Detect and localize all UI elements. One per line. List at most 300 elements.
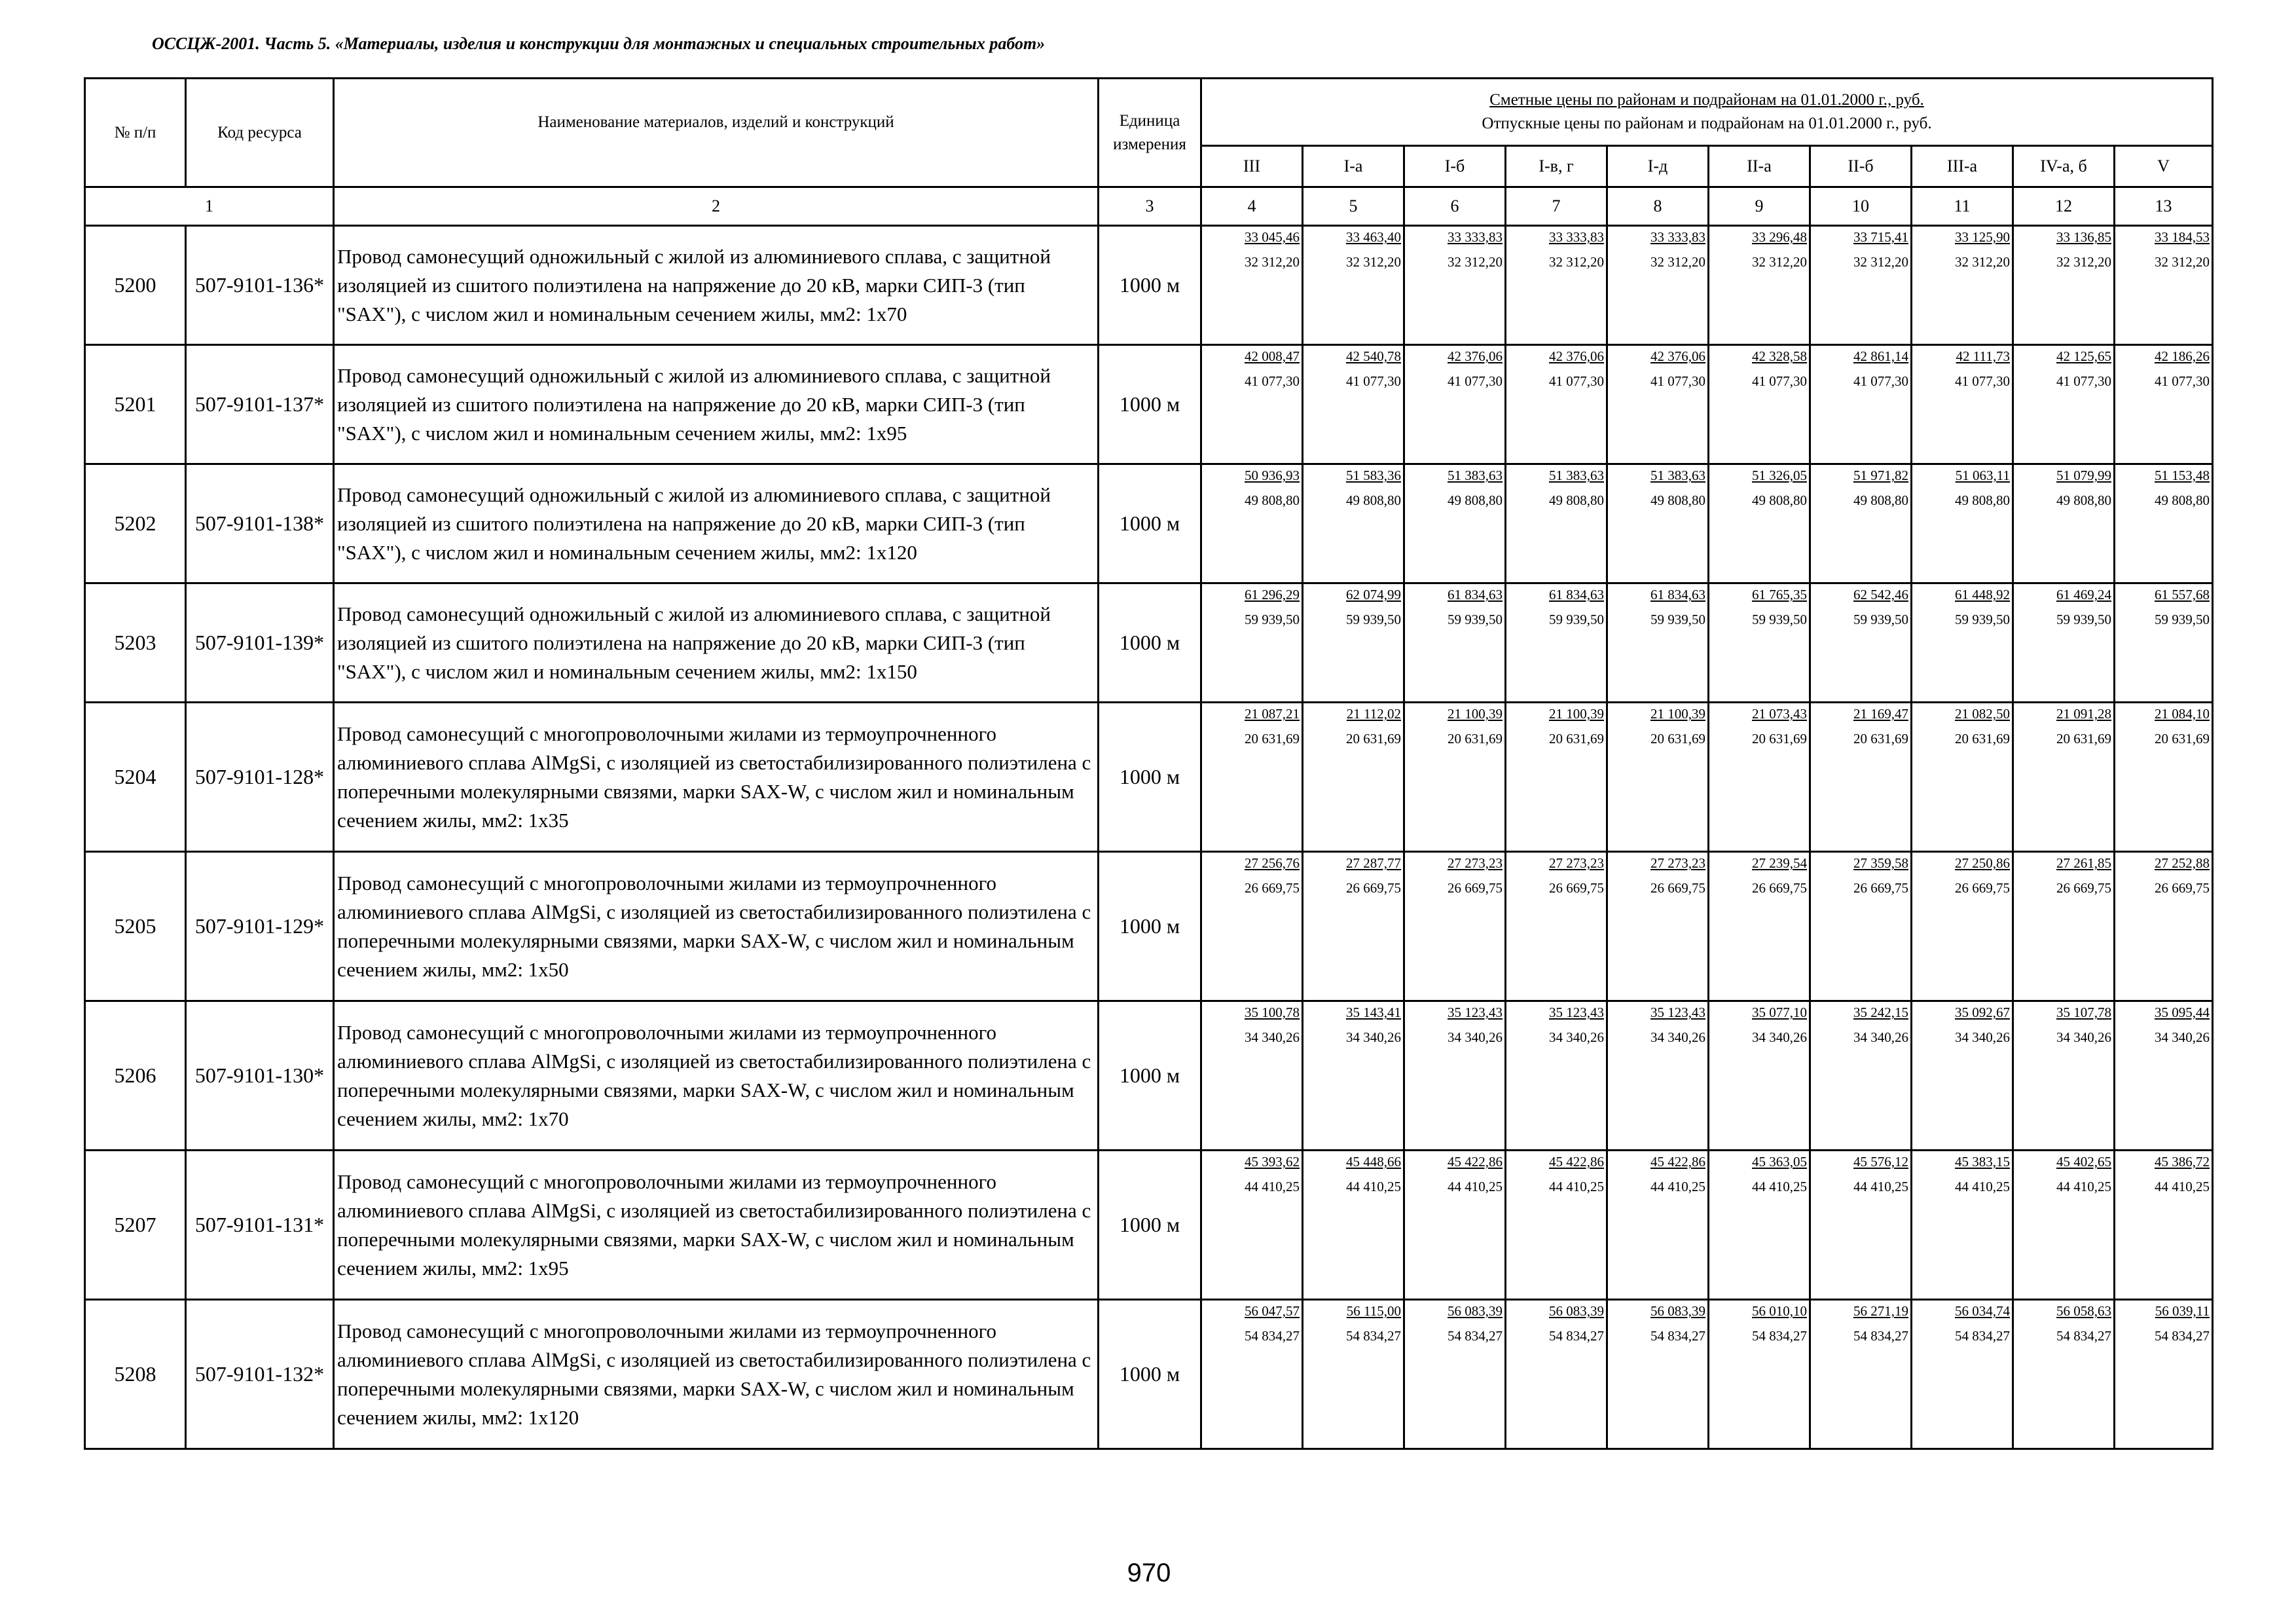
price-cell	[1709, 1001, 1810, 1151]
release-price: 44 410,25	[1853, 1179, 1908, 1194]
estimated-price: 51 079,99	[2056, 468, 2111, 483]
unit-of-measure: 1000 м	[1099, 1001, 1201, 1151]
release-price: 59 939,50	[1955, 612, 2010, 627]
column-number: 4	[1201, 187, 1303, 226]
release-price: 34 340,26	[1955, 1029, 2010, 1045]
estimated-price: 21 073,43	[1752, 706, 1807, 722]
unit-of-measure: 1000 м	[1099, 703, 1201, 852]
price-cell	[2013, 345, 2115, 464]
release-price: 20 631,69	[1549, 731, 1604, 747]
table-row	[85, 852, 2213, 1001]
release-price: 44 410,25	[1549, 1179, 1604, 1194]
release-price: 32 312,20	[1448, 254, 1503, 270]
estimated-price: 45 402,65	[2056, 1154, 2111, 1170]
release-price: 44 410,25	[1752, 1179, 1807, 1194]
table-row	[85, 1300, 2213, 1449]
price-cell	[1810, 1151, 1912, 1300]
estimated-price: 33 463,40	[1346, 229, 1401, 245]
estimated-price: 56 083,39	[1549, 1303, 1604, 1319]
price-cell	[2013, 1300, 2115, 1449]
column-number: 6	[1404, 187, 1506, 226]
region-header: I-д	[1607, 146, 1709, 187]
region-header: II-б	[1810, 146, 1912, 187]
release-price: 59 939,50	[1448, 612, 1503, 627]
estimated-price: 33 333,83	[1650, 229, 1705, 245]
release-price: 41 077,30	[1245, 373, 1300, 389]
estimated-price: 27 256,76	[1245, 855, 1300, 871]
column-number: 11	[1912, 187, 2013, 226]
price-cell	[1810, 703, 1912, 852]
estimated-price: 61 448,92	[1955, 587, 2010, 602]
material-name: Провод самонесущий с многопроволочными жилами из термоупрочненного алюминиевого сплава AlMgSi, с изоляцией из светостабилизированного полиэтилена с поперечными молекулярными связями, марки SAX-W, с числом жил и номинальным сечением жилы, мм2: 1х35	[334, 703, 1099, 852]
price-cell	[1303, 1151, 1404, 1300]
release-price: 49 808,80	[1549, 492, 1604, 508]
column-number: 1	[85, 187, 334, 226]
release-price: 32 312,20	[2155, 254, 2210, 270]
release-price: 49 808,80	[2056, 492, 2111, 508]
estimated-price: 35 077,10	[1752, 1005, 1807, 1020]
estimated-price: 33 333,83	[1549, 229, 1604, 245]
estimated-price: 35 123,43	[1549, 1005, 1604, 1020]
price-cell	[1404, 852, 1506, 1001]
price-cell	[1404, 703, 1506, 852]
estimated-price: 56 271,19	[1853, 1303, 1908, 1319]
unit-of-measure: 1000 м	[1099, 1151, 1201, 1300]
material-name: Провод самонесущий одножильный с жилой из алюминиевого сплава, с защитной изоляцией из сшитого полиэтилена на напряжение до 20 кВ, марки СИП-3 (тип "SAX"), с числом жил и номинальным сечением жилы, мм2: 1х95	[334, 345, 1099, 464]
estimated-price: 21 100,39	[1448, 706, 1503, 722]
price-cell	[1506, 1001, 1607, 1151]
estimated-price: 21 100,39	[1549, 706, 1604, 722]
price-cell	[1709, 464, 1810, 583]
estimated-price: 56 083,39	[1448, 1303, 1503, 1319]
price-cell	[1709, 345, 1810, 464]
estimated-price: 27 273,23	[1650, 855, 1705, 871]
release-price: 44 410,25	[1245, 1179, 1300, 1194]
estimated-price: 21 087,21	[1245, 706, 1300, 722]
price-cell	[1709, 583, 1810, 703]
table-row	[85, 703, 2213, 852]
price-cell	[1404, 1151, 1506, 1300]
release-price: 59 939,50	[1752, 612, 1807, 627]
estimated-price: 33 296,48	[1752, 229, 1807, 245]
price-cell	[1810, 852, 1912, 1001]
estimated-price: 21 100,39	[1650, 706, 1705, 722]
price-cell	[2013, 703, 2115, 852]
estimated-price: 45 383,15	[1955, 1154, 2010, 1170]
release-price: 59 939,50	[1346, 612, 1401, 627]
price-cell	[1303, 852, 1404, 1001]
unit-of-measure: 1000 м	[1099, 226, 1201, 345]
resource-code: 507-9101-136*	[186, 226, 334, 345]
unit-of-measure: 1000 м	[1099, 1300, 1201, 1449]
release-price: 20 631,69	[1650, 731, 1705, 747]
release-price: 34 340,26	[1650, 1029, 1705, 1045]
estimated-price: 21 112,02	[1346, 706, 1401, 722]
estimated-price: 42 376,06	[1650, 348, 1705, 364]
table-row	[85, 1151, 2213, 1300]
release-price: 34 340,26	[2056, 1029, 2111, 1045]
estimated-price: 35 242,15	[1853, 1005, 1908, 1020]
release-price: 49 808,80	[1752, 492, 1807, 508]
estimated-price: 61 834,63	[1650, 587, 1705, 602]
estimated-price: 27 252,88	[2155, 855, 2210, 871]
estimated-price: 51 326,05	[1752, 468, 1807, 483]
release-price: 44 410,25	[2056, 1179, 2111, 1194]
price-table	[84, 77, 2214, 1450]
release-price: 54 834,27	[1448, 1328, 1503, 1344]
price-cell	[1404, 583, 1506, 703]
price-cell	[2013, 852, 2115, 1001]
release-price: 44 410,25	[1955, 1179, 2010, 1194]
release-price: 20 631,69	[1346, 731, 1401, 747]
release-price: 41 077,30	[1955, 373, 2010, 389]
release-price: 44 410,25	[2155, 1179, 2210, 1194]
row-number: 5206	[85, 1001, 186, 1151]
estimated-price: 27 287,77	[1346, 855, 1401, 871]
price-cell	[2115, 226, 2213, 345]
column-number-row	[85, 187, 2213, 226]
table-row	[85, 226, 2213, 345]
release-price: 41 077,30	[1346, 373, 1401, 389]
region-header: I-в, г	[1506, 146, 1607, 187]
estimated-price: 42 186,26	[2155, 348, 2210, 364]
estimated-price: 61 834,63	[1549, 587, 1604, 602]
price-cell	[1607, 703, 1709, 852]
column-number: 5	[1303, 187, 1404, 226]
price-cell	[1607, 1151, 1709, 1300]
price-cell	[2115, 703, 2213, 852]
estimated-price: 27 273,23	[1549, 855, 1604, 871]
price-cell	[1506, 583, 1607, 703]
price-cell	[2013, 226, 2115, 345]
release-price: 49 808,80	[1650, 492, 1705, 508]
release-price: 26 669,75	[1955, 880, 2010, 896]
estimated-price: 42 861,14	[1853, 348, 1908, 364]
resource-code: 507-9101-130*	[186, 1001, 334, 1151]
estimated-price: 56 083,39	[1650, 1303, 1705, 1319]
column-number: 12	[2013, 187, 2115, 226]
release-price: 41 077,30	[1549, 373, 1604, 389]
price-cell	[1201, 1300, 1303, 1449]
price-cell	[1912, 345, 2013, 464]
price-cell	[2013, 1001, 2115, 1151]
price-cell	[1303, 1001, 1404, 1151]
release-price: 41 077,30	[1752, 373, 1807, 389]
price-cell	[1709, 703, 1810, 852]
price-cell	[1201, 852, 1303, 1001]
release-price: 54 834,27	[2056, 1328, 2111, 1344]
price-cell	[1709, 1300, 1810, 1449]
material-name: Провод самонесущий с многопроволочными жилами из термоупрочненного алюминиевого сплава AlMgSi, с изоляцией из светостабилизированного полиэтилена с поперечными молекулярными связями, марки SAX-W, с числом жил и номинальным сечением жилы, мм2: 1х50	[334, 852, 1099, 1001]
release-price: 54 834,27	[1955, 1328, 2010, 1344]
release-price: 34 340,26	[1853, 1029, 1908, 1045]
release-price: 20 631,69	[1752, 731, 1807, 747]
release-price: 34 340,26	[1346, 1029, 1401, 1045]
price-cell	[1404, 1001, 1506, 1151]
estimated-price: 33 125,90	[1955, 229, 2010, 245]
estimated-price: 27 273,23	[1448, 855, 1503, 871]
estimated-price: 51 971,82	[1853, 468, 1908, 483]
price-cell	[1201, 1151, 1303, 1300]
release-price: 44 410,25	[1650, 1179, 1705, 1194]
price-cell	[1506, 464, 1607, 583]
release-price: 41 077,30	[2056, 373, 2111, 389]
price-cell	[1201, 583, 1303, 703]
estimated-price: 42 111,73	[1956, 348, 2010, 364]
table-row	[85, 464, 2213, 583]
col-header-unit: Единица измерения	[1099, 79, 1201, 187]
estimated-price: 51 383,63	[1650, 468, 1705, 483]
column-number: 13	[2115, 187, 2213, 226]
estimated-price: 42 376,06	[1448, 348, 1503, 364]
region-header: I-б	[1404, 146, 1506, 187]
price-cell	[1607, 1300, 1709, 1449]
estimated-price: 33 136,85	[2056, 229, 2111, 245]
release-price: 20 631,69	[2155, 731, 2210, 747]
release-price: 26 669,75	[1853, 880, 1908, 896]
price-cell	[1201, 703, 1303, 852]
release-price: 34 340,26	[1549, 1029, 1604, 1045]
price-cell	[1912, 1001, 2013, 1151]
release-price: 59 939,50	[2056, 612, 2111, 627]
release-price: 54 834,27	[1346, 1328, 1401, 1344]
estimated-price: 42 540,78	[1346, 348, 1401, 364]
estimated-price: 27 359,58	[1853, 855, 1908, 871]
resource-code: 507-9101-132*	[186, 1300, 334, 1449]
release-price: 41 077,30	[1448, 373, 1503, 389]
price-cell	[1201, 226, 1303, 345]
estimated-price: 27 250,86	[1955, 855, 2010, 871]
row-number: 5204	[85, 703, 186, 852]
price-cell	[2115, 852, 2213, 1001]
price-cell	[1201, 464, 1303, 583]
price-cell	[1303, 583, 1404, 703]
estimated-price: 62 074,99	[1346, 587, 1401, 602]
row-number: 5208	[85, 1300, 186, 1449]
price-cell	[1810, 226, 1912, 345]
region-header: III-а	[1912, 146, 2013, 187]
estimated-price: 33 045,46	[1245, 229, 1300, 245]
page-number: 970	[1127, 1559, 1171, 1587]
region-header: I-а	[1303, 146, 1404, 187]
release-price: 32 312,20	[1549, 254, 1604, 270]
release-price: 26 669,75	[1245, 880, 1300, 896]
resource-code: 507-9101-131*	[186, 1151, 334, 1300]
estimated-price: 42 328,58	[1752, 348, 1807, 364]
price-cell	[1506, 345, 1607, 464]
price-cell	[1912, 583, 2013, 703]
document-header: ОССЦЖ-2001. Часть 5. «Материалы, изделия и конструкции для монтажных и специальных строительных работ»	[152, 34, 1046, 53]
estimated-price: 56 058,63	[2056, 1303, 2111, 1319]
release-price: 20 631,69	[1955, 731, 2010, 747]
unit-of-measure: 1000 м	[1099, 345, 1201, 464]
release-price: 20 631,69	[1245, 731, 1300, 747]
price-cell	[1506, 226, 1607, 345]
release-price: 59 939,50	[1650, 612, 1705, 627]
release-price: 20 631,69	[1448, 731, 1503, 747]
release-price: 26 669,75	[2155, 880, 2210, 896]
price-cell	[1912, 226, 2013, 345]
price-cell	[1912, 1300, 2013, 1449]
price-cell	[1303, 345, 1404, 464]
estimated-price: 42 125,65	[2056, 348, 2111, 364]
region-header: III	[1201, 146, 1303, 187]
estimated-price: 61 469,24	[2056, 587, 2111, 602]
price-cell	[1810, 1300, 1912, 1449]
release-price: 49 808,80	[1853, 492, 1908, 508]
price-cell	[2115, 1151, 2213, 1300]
estimated-price: 45 576,12	[1853, 1154, 1908, 1170]
price-cell	[1201, 345, 1303, 464]
release-price: 34 340,26	[1752, 1029, 1807, 1045]
estimated-price: 21 082,50	[1955, 706, 2010, 722]
price-cell	[1303, 226, 1404, 345]
row-number: 5205	[85, 852, 186, 1001]
price-cell	[1607, 226, 1709, 345]
release-price: 26 669,75	[1549, 880, 1604, 896]
estimated-price: 35 123,43	[1650, 1005, 1705, 1020]
release-price: 32 312,20	[1752, 254, 1807, 270]
column-number: 2	[334, 187, 1099, 226]
estimated-price: 42 376,06	[1549, 348, 1604, 364]
header-row	[85, 79, 2213, 146]
release-price: 54 834,27	[1245, 1328, 1300, 1344]
material-name: Провод самонесущий с многопроволочными жилами из термоупрочненного алюминиевого сплава AlMgSi, с изоляцией из светостабилизированного полиэтилена с поперечными молекулярными связями, марки SAX-W, с числом жил и номинальным сечением жилы, мм2: 1х70	[334, 1001, 1099, 1151]
release-price: 44 410,25	[1448, 1179, 1503, 1194]
col-header-code: Код ресурса	[186, 79, 334, 187]
price-cell	[1404, 226, 1506, 345]
table-row	[85, 583, 2213, 703]
estimated-price: 21 091,28	[2056, 706, 2111, 722]
release-price: 44 410,25	[1346, 1179, 1401, 1194]
price-cell	[1607, 345, 1709, 464]
estimated-price: 33 333,83	[1448, 229, 1503, 245]
resource-code: 507-9101-139*	[186, 583, 334, 703]
estimated-price: 51 383,63	[1448, 468, 1503, 483]
estimated-price: 51 063,11	[1955, 468, 2010, 483]
release-price: 32 312,20	[1853, 254, 1908, 270]
release-price: 49 808,80	[1346, 492, 1401, 508]
price-cell	[1506, 1300, 1607, 1449]
release-price: 32 312,20	[1245, 254, 1300, 270]
estimated-price: 45 422,86	[1650, 1154, 1705, 1170]
column-number: 3	[1099, 187, 1201, 226]
release-price: 26 669,75	[1650, 880, 1705, 896]
price-cell	[1810, 464, 1912, 583]
estimated-price: 35 123,43	[1448, 1005, 1503, 1020]
column-number: 7	[1506, 187, 1607, 226]
release-price: 49 808,80	[1955, 492, 2010, 508]
release-price: 20 631,69	[1853, 731, 1908, 747]
price-cell	[1506, 703, 1607, 852]
price-cell	[1303, 464, 1404, 583]
region-header: IV-а, б	[2013, 146, 2115, 187]
estimated-price: 45 386,72	[2155, 1154, 2210, 1170]
estimated-price: 35 100,78	[1245, 1005, 1300, 1020]
col-header-name: Наименование материалов, изделий и конструкций	[334, 79, 1099, 187]
price-cell	[2013, 583, 2115, 703]
column-number: 9	[1709, 187, 1810, 226]
release-price: 59 939,50	[1549, 612, 1604, 627]
price-title-estimated: Сметные цены по районам и подрайонам на 01.01.2000 г., руб.	[1489, 91, 1924, 109]
release-price: 59 939,50	[1853, 612, 1908, 627]
estimated-price: 42 008,47	[1245, 348, 1300, 364]
material-name: Провод самонесущий одножильный с жилой из алюминиевого сплава, с защитной изоляцией из сшитого полиэтилена на напряжение до 20 кВ, марки СИП-3 (тип "SAX"), с числом жил и номинальным сечением жилы, мм2: 1х70	[334, 226, 1099, 345]
release-price: 32 312,20	[1346, 254, 1401, 270]
release-price: 54 834,27	[1650, 1328, 1705, 1344]
estimated-price: 45 422,86	[1448, 1154, 1503, 1170]
estimated-price: 45 422,86	[1549, 1154, 1604, 1170]
release-price: 59 939,50	[1245, 612, 1300, 627]
release-price: 32 312,20	[1650, 254, 1705, 270]
price-cell	[1404, 464, 1506, 583]
price-title-release: Отпускные цены по районам и подрайонам на 01.01.2000 г., руб.	[1482, 115, 1932, 132]
row-number: 5200	[85, 226, 186, 345]
price-cell	[1912, 464, 2013, 583]
region-header: II-а	[1709, 146, 1810, 187]
estimated-price: 45 363,05	[1752, 1154, 1807, 1170]
price-cell	[1506, 852, 1607, 1001]
estimated-price: 35 095,44	[2155, 1005, 2210, 1020]
price-cell	[2115, 1001, 2213, 1151]
release-price: 41 077,30	[2155, 373, 2210, 389]
release-price: 26 669,75	[1448, 880, 1503, 896]
release-price: 26 669,75	[1346, 880, 1401, 896]
price-cell	[1810, 583, 1912, 703]
estimated-price: 51 153,48	[2155, 468, 2210, 483]
column-number: 8	[1607, 187, 1709, 226]
estimated-price: 35 143,41	[1346, 1005, 1401, 1020]
row-number: 5207	[85, 1151, 186, 1300]
release-price: 49 808,80	[2155, 492, 2210, 508]
estimated-price: 27 261,85	[2056, 855, 2111, 871]
price-cell	[1709, 852, 1810, 1001]
release-price: 34 340,26	[1245, 1029, 1300, 1045]
region-header: V	[2115, 146, 2213, 187]
estimated-price: 56 115,00	[1346, 1303, 1401, 1319]
price-cell	[2115, 583, 2213, 703]
estimated-price: 56 034,74	[1955, 1303, 2010, 1319]
estimated-price: 61 834,63	[1448, 587, 1503, 602]
release-price: 54 834,27	[1752, 1328, 1807, 1344]
row-number: 5203	[85, 583, 186, 703]
price-cell	[1404, 345, 1506, 464]
estimated-price: 62 542,46	[1853, 587, 1908, 602]
release-price: 34 340,26	[2155, 1029, 2210, 1045]
estimated-price: 56 010,10	[1752, 1303, 1807, 1319]
price-cell	[1810, 345, 1912, 464]
material-name: Провод самонесущий с многопроволочными жилами из термоупрочненного алюминиевого сплава AlMgSi, с изоляцией из светостабилизированного полиэтилена с поперечными молекулярными связями, марки SAX-W, с числом жил и номинальным сечением жилы, мм2: 1х120	[334, 1300, 1099, 1449]
estimated-price: 50 936,93	[1245, 468, 1300, 483]
price-cell	[1303, 1300, 1404, 1449]
price-cell	[1810, 1001, 1912, 1151]
estimated-price: 61 557,68	[2155, 587, 2210, 602]
release-price: 54 834,27	[1549, 1328, 1604, 1344]
column-number: 10	[1810, 187, 1912, 226]
estimated-price: 35 107,78	[2056, 1005, 2111, 1020]
col-header-num: № п/п	[85, 79, 186, 187]
price-cell	[1912, 1151, 2013, 1300]
price-cell	[2115, 464, 2213, 583]
price-cell	[2013, 1151, 2115, 1300]
resource-code: 507-9101-129*	[186, 852, 334, 1001]
estimated-price: 45 448,66	[1346, 1154, 1401, 1170]
price-cell	[2013, 464, 2115, 583]
release-price: 32 312,20	[2056, 254, 2111, 270]
col-header-prices	[1201, 79, 2213, 146]
release-price: 54 834,27	[1853, 1328, 1908, 1344]
material-name: Провод самонесущий одножильный с жилой из алюминиевого сплава, с защитной изоляцией из сшитого полиэтилена на напряжение до 20 кВ, марки СИП-3 (тип "SAX"), с числом жил и номинальным сечением жилы, мм2: 1х150	[334, 583, 1099, 703]
